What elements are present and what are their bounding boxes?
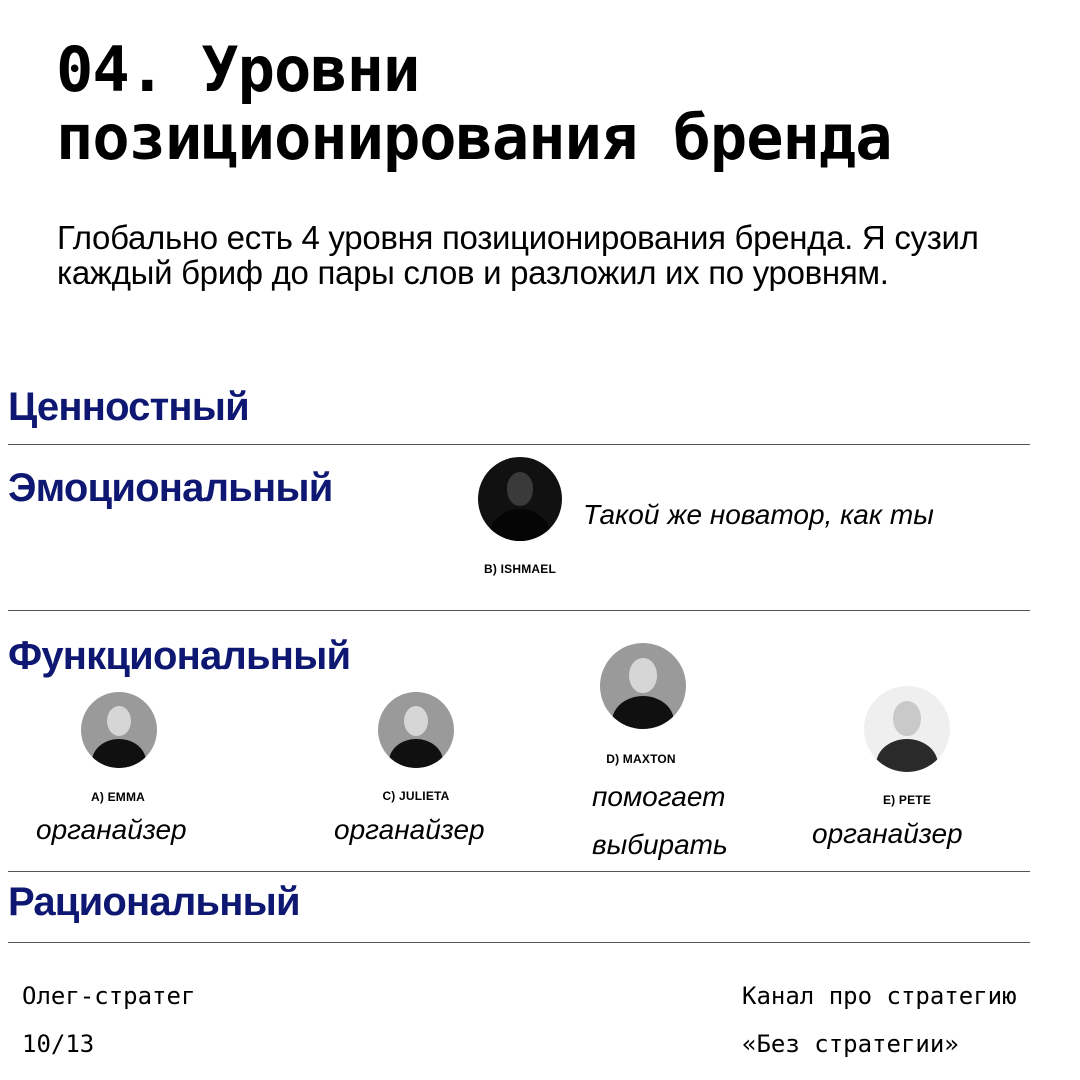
brief-text-julieta: органайзер	[334, 814, 485, 845]
page-title	[56, 33, 1056, 174]
footer-channel-line1: Канал про стратегию	[742, 982, 1017, 1010]
title-line-1: 04. Уровни	[56, 33, 420, 106]
divider	[8, 610, 1030, 611]
level-emotional-heading: Эмоциональный	[8, 466, 333, 510]
footer-author: Олег-стратег	[22, 982, 196, 1010]
divider	[8, 942, 1030, 943]
brief-text-ishmael: Такой же новатор, как ты	[583, 499, 934, 530]
brief-text-maxton-line2: выбирать	[592, 829, 728, 860]
avatar-ishmael	[478, 457, 562, 541]
avatar-maxton	[600, 643, 686, 729]
avatar-julieta	[378, 692, 454, 768]
brief-name-maxton: D) MAXTON	[606, 752, 676, 766]
brief-text-maxton	[592, 780, 792, 862]
avatar-emma	[81, 692, 157, 768]
intro-text: Глобально есть 4 уровня позиционирования бренда. Я сузил каждый бриф до пары слов и разложил их по уровням.	[57, 219, 979, 291]
level-functional-heading: Функциональный	[8, 634, 351, 678]
divider	[8, 871, 1030, 872]
level-value-heading: Ценностный	[8, 385, 249, 429]
brief-name-emma: A) EMMA	[90, 790, 146, 804]
brief-name-ishmael: B) ISHMAEL	[484, 562, 556, 576]
brief-name-pete: E) PETE	[882, 793, 932, 807]
brief-text-pete: органайзер	[812, 818, 963, 849]
footer-channel-line2: «Без стратегии»	[742, 1030, 959, 1058]
level-rational-heading: Рациональный	[8, 880, 300, 924]
footer-page-number: 10/13	[22, 1030, 95, 1058]
avatar-pete	[864, 686, 950, 772]
brief-name-julieta: C) JULIETA	[382, 789, 450, 803]
divider	[8, 444, 1030, 445]
title-line-2: позиционирования бренда	[56, 101, 892, 174]
brief-text-emma: органайзер	[36, 814, 187, 845]
brief-text-maxton-line1: помогает	[592, 781, 726, 812]
